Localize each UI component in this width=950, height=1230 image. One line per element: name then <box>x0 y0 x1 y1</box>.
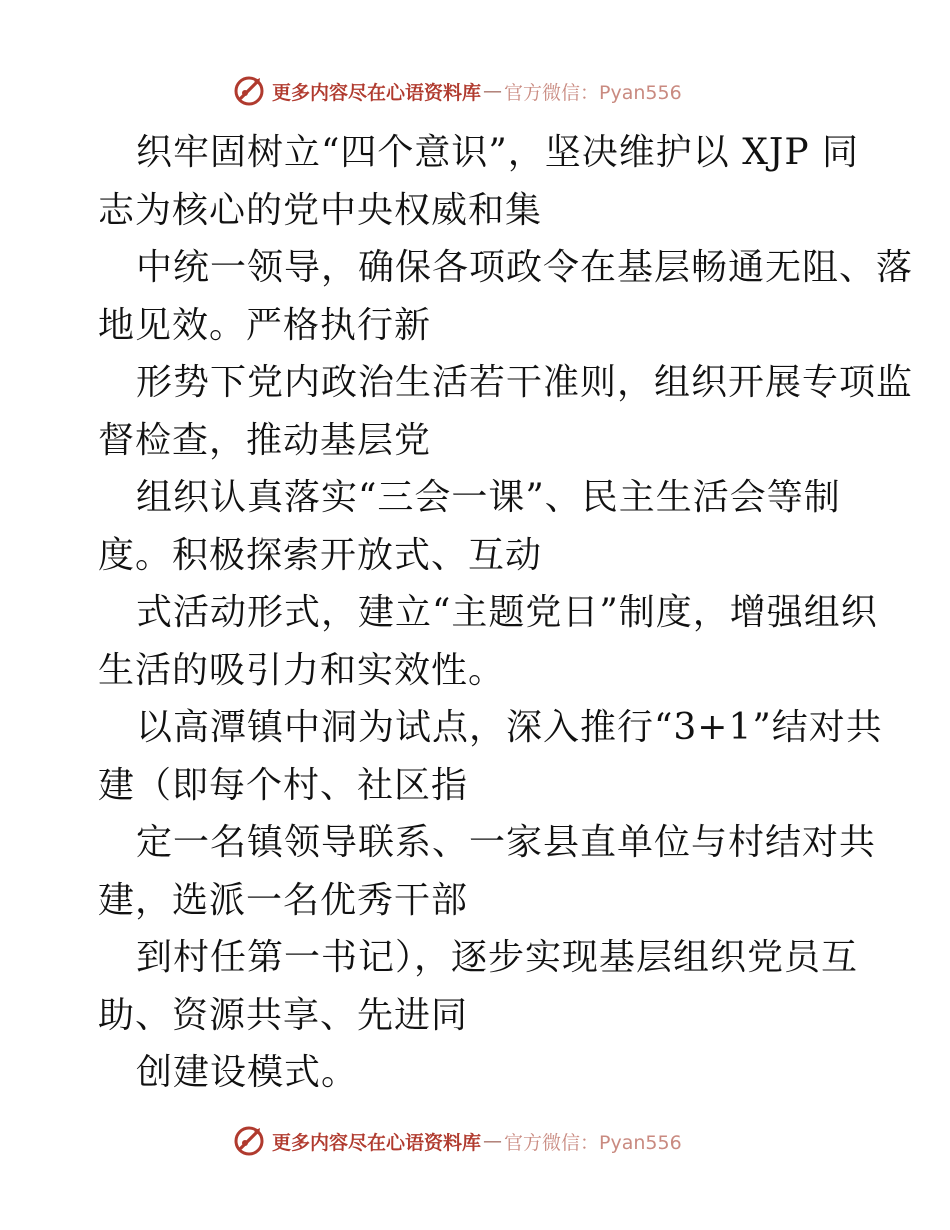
body-line: 中统一领导，确保各项政令在基层畅通无阻、落 <box>136 247 914 288</box>
body-line: 形势下党内政治生活若干准则，组织开展专项监 <box>136 362 914 403</box>
body-line: 建，选派一名优秀干部 <box>98 879 469 921</box>
body-line: 督检查，推动基层党 <box>98 419 432 461</box>
body-line: 织牢固树立“四个意识”，坚决维护以 XJP 同 <box>136 132 859 173</box>
footer-main-text: 更多内容尽在心语资料库 <box>272 1131 482 1154</box>
body-line: 助、资源共享、先进同 <box>98 994 469 1036</box>
body-line: 生活的吸引力和实效性。 <box>98 649 506 691</box>
header-separator: — <box>483 80 503 102</box>
footer-separator: — <box>483 1130 503 1152</box>
body-line: 度。积极探索开放式、互动 <box>98 534 543 576</box>
body-line: 式活动形式，建立“主题党日”制度，增强组织 <box>136 592 878 633</box>
body-line: 到村任第一书记），逐步实现基层组织党员互 <box>136 937 859 978</box>
header-banner <box>232 71 682 111</box>
body-line: 创建设模式。 <box>136 1052 359 1093</box>
brush-circle-logo-icon <box>232 74 266 108</box>
body-line: 志为核心的党中央权威和集 <box>98 189 543 231</box>
footer-contact-text: 官方微信：Pyan556 <box>504 1131 682 1154</box>
body-line: 以高潭镇中洞为试点，深入推行“3+1”结对共 <box>136 707 883 748</box>
body-text <box>98 124 914 1102</box>
body-line: 建（即每个村、社区指 <box>98 764 469 806</box>
brush-circle-logo-icon <box>232 1124 266 1158</box>
body-line: 组织认真落实“三会一课”、民主生活会等制 <box>136 477 841 518</box>
header-main-text: 更多内容尽在心语资料库 <box>272 81 482 104</box>
body-line: 定一名镇领导联系、一家县直单位与村结对共 <box>136 822 877 863</box>
header-contact-text: 官方微信：Pyan556 <box>504 81 682 104</box>
body-line: 地见效。严格执行新 <box>98 304 432 346</box>
footer-banner <box>232 1121 682 1161</box>
